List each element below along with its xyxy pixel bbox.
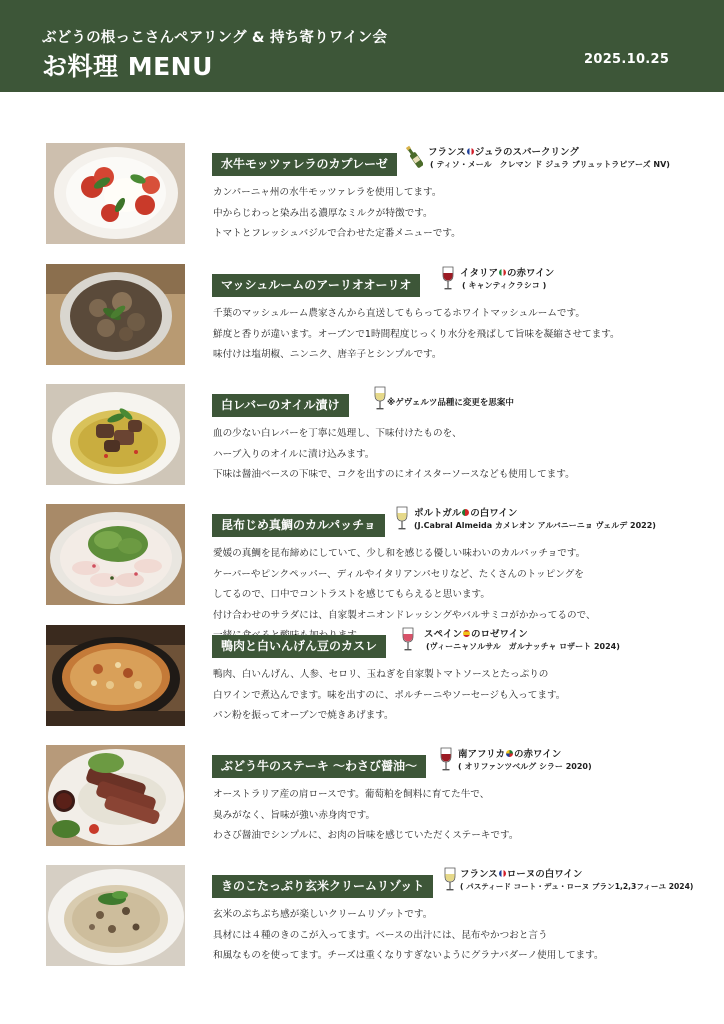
wine-name — [424, 629, 528, 641]
red-wine-glass-icon — [438, 745, 454, 773]
wine-name — [414, 508, 517, 520]
wine-country: フランス — [428, 147, 466, 158]
description-line: 鴨肉、白いんげん、人参、セロリ、玉ねぎを自家製トマトソースとたっぷりの — [213, 669, 549, 680]
dish-description — [213, 183, 693, 245]
wine-country: イタリア — [460, 268, 499, 279]
description-line: 中からじわっと染み出る濃厚なミルクが特徴です。 — [213, 207, 433, 219]
dish-name: 水牛モッツァレラのカプレーゼ — [212, 153, 397, 176]
dish-photo-caprese — [46, 143, 185, 244]
description-line: 千葉のマッシュルーム農家さんから直送してもらってるホワイトマッシュルームです。 — [213, 308, 585, 319]
wine-detail: ( パスティード コート・デュ・ローヌ ブラン1,2,3フィーユ 2024) — [460, 882, 694, 891]
rose-wine-glass-icon — [400, 625, 416, 653]
wine-type: ジュラのスパークリング — [474, 147, 579, 158]
description-line: ケーパーやピンクペッパー、ディルやイタリアンパセリなど、たくさんのトッピングを — [213, 568, 584, 580]
wine-name — [460, 268, 554, 280]
dish-description — [213, 304, 693, 366]
wine-type: の白ワイン — [470, 508, 518, 519]
dish-item — [0, 745, 724, 849]
dish-photo-steak — [46, 745, 185, 846]
dish-description — [213, 785, 693, 847]
description-line: オーストラリア産の肩ロースです。葡萄粕を飼料に育てた牛で、 — [213, 789, 490, 800]
white-wine-glass-icon — [394, 504, 410, 532]
wine-type: の赤ワイン — [507, 268, 555, 279]
wine-type: ローヌの白ワイン — [506, 869, 583, 880]
event-date: 2025.10.25 — [584, 52, 670, 67]
wine-name — [460, 869, 582, 881]
description-line: トマトとフレッシュバジルで合わせた定番メニューです。 — [213, 228, 461, 239]
description-line: カンパーニャ州の水牛モッツァレラを使用してます。 — [213, 187, 442, 198]
dish-description — [213, 665, 693, 727]
dish-name: 鴨肉と白いんげん豆のカスレ — [212, 635, 386, 658]
france-flag-icon — [467, 148, 474, 155]
description-line: 下味は醤油ベースの下味で、コクを出すのにオイスターソースなども使用してます。 — [213, 469, 575, 480]
france-flag-icon — [499, 870, 506, 877]
description-line: 付け合わせのサラダには、自家製オニオンドレッシングやバルサミコがかかってるので、 — [213, 609, 596, 621]
dish-item — [0, 865, 724, 969]
italy-flag-icon — [499, 269, 506, 276]
description-line: 血の少ない白レバーを丁寧に処理し、下味付けたものを、 — [213, 428, 462, 439]
description-line: 玄米のぷちぷち感が楽しいクリームリゾットです。 — [213, 909, 433, 920]
dish-name: 白レバーのオイル漬け — [212, 394, 349, 417]
wine-country: フランス — [460, 869, 498, 880]
wine-detail: ( キャンティクラシコ ) — [462, 281, 547, 290]
dish-item — [0, 143, 724, 247]
dish-item — [0, 625, 724, 729]
wine-country: スペイン — [424, 629, 463, 640]
dish-name: マッシュルームのアーリオオーリオ — [212, 274, 420, 297]
sparkling-bottle-icon — [405, 143, 421, 171]
wine-note: ※ゲヴェルツ品種に変更を思案中 — [387, 398, 514, 408]
description-line: わさび醤油でシンプルに、お肉の旨味を感じていただくステーキです。 — [213, 830, 519, 841]
dish-photo-cassoulet — [46, 625, 185, 726]
description-line: 味付けは塩胡椒、ニンニク、唐辛子とシンプルです。 — [213, 349, 442, 360]
spain-flag-icon — [463, 630, 470, 637]
description-line: 臭みがなく、旨味が強い赤身肉です。 — [213, 809, 376, 821]
dish-photo-carpaccio — [46, 504, 185, 605]
header-banner — [0, 0, 724, 92]
white-wine-glass-icon — [372, 384, 388, 412]
dish-name: きのこたっぷり玄米クリームリゾット — [212, 875, 433, 898]
wine-country: 南アフリカ — [458, 749, 506, 760]
white-wine-glass-icon — [442, 865, 458, 893]
dish-photo-mushroom — [46, 264, 185, 365]
wine-detail: ( ティソ・メール クレマン ド ジュラ ブリュットラピアーズ NV) — [430, 160, 670, 169]
portugal-flag-icon — [462, 509, 469, 516]
wine-detail: (J.Cabral Almeida カメレオン アルバニーニョ ヴェルデ 2022) — [414, 521, 656, 530]
description-line: 鮮度と香りが違います。オーブンで1時間程度じっくり水分を飛ばして旨味を凝縮させてます。 — [213, 328, 620, 340]
dish-item — [0, 504, 724, 621]
wine-type: の赤ワイン — [514, 749, 562, 760]
wine-country: ポルトガル — [414, 508, 462, 519]
wine-detail: ( オリファンツベルグ シラー 2020) — [458, 762, 592, 771]
dish-description — [213, 424, 693, 486]
dish-photo-liver — [46, 384, 185, 485]
dish-name: 昆布じめ真鯛のカルパッチョ — [212, 514, 385, 537]
header-subtitle: ぶどうの根っこさんペアリング & 持ち寄りワイン会 — [42, 30, 388, 46]
description-line: 和風なものを使ってます。チーズは重くなりすぎないようにグラナパダーノ使用してます。 — [213, 950, 604, 961]
wine-detail: (ヴィーニャソルサル ガルナッチャ ロザート 2024) — [426, 642, 620, 651]
wine-name — [458, 749, 561, 761]
red-wine-glass-icon — [440, 264, 456, 292]
description-line: 具材には４種のきのこが入ってます。ベースの出汁には、昆布やかつおと言う — [213, 929, 548, 941]
wine-type: のロゼワイン — [471, 629, 528, 640]
dish-description — [213, 905, 693, 967]
description-line: 愛媛の真鯛を昆布締めにしていて、少し和を感じる優しい味わいのカルパッチョです。 — [213, 548, 586, 559]
dish-item — [0, 264, 724, 368]
dish-photo-risotto — [46, 865, 185, 966]
dish-name: ぶどう牛のステーキ 〜わさび醤油〜 — [212, 755, 426, 778]
dish-item — [0, 384, 724, 488]
south-africa-flag-icon — [506, 750, 513, 757]
page-title: お料理 MENU — [42, 52, 213, 81]
description-line: してるので、口中でコントラストを感じてもらえると思います。 — [213, 589, 490, 600]
wine-name — [428, 147, 579, 159]
description-line: 白ワインで煮込んでます。味を出すのに、ポルチーニやソーセージも入ってます。 — [213, 689, 566, 701]
description-line: パン粉を振ってオーブンで焼きあげます。 — [213, 710, 394, 721]
description-line: ハーブ入りのオイルに漬け込みます。 — [213, 448, 375, 460]
